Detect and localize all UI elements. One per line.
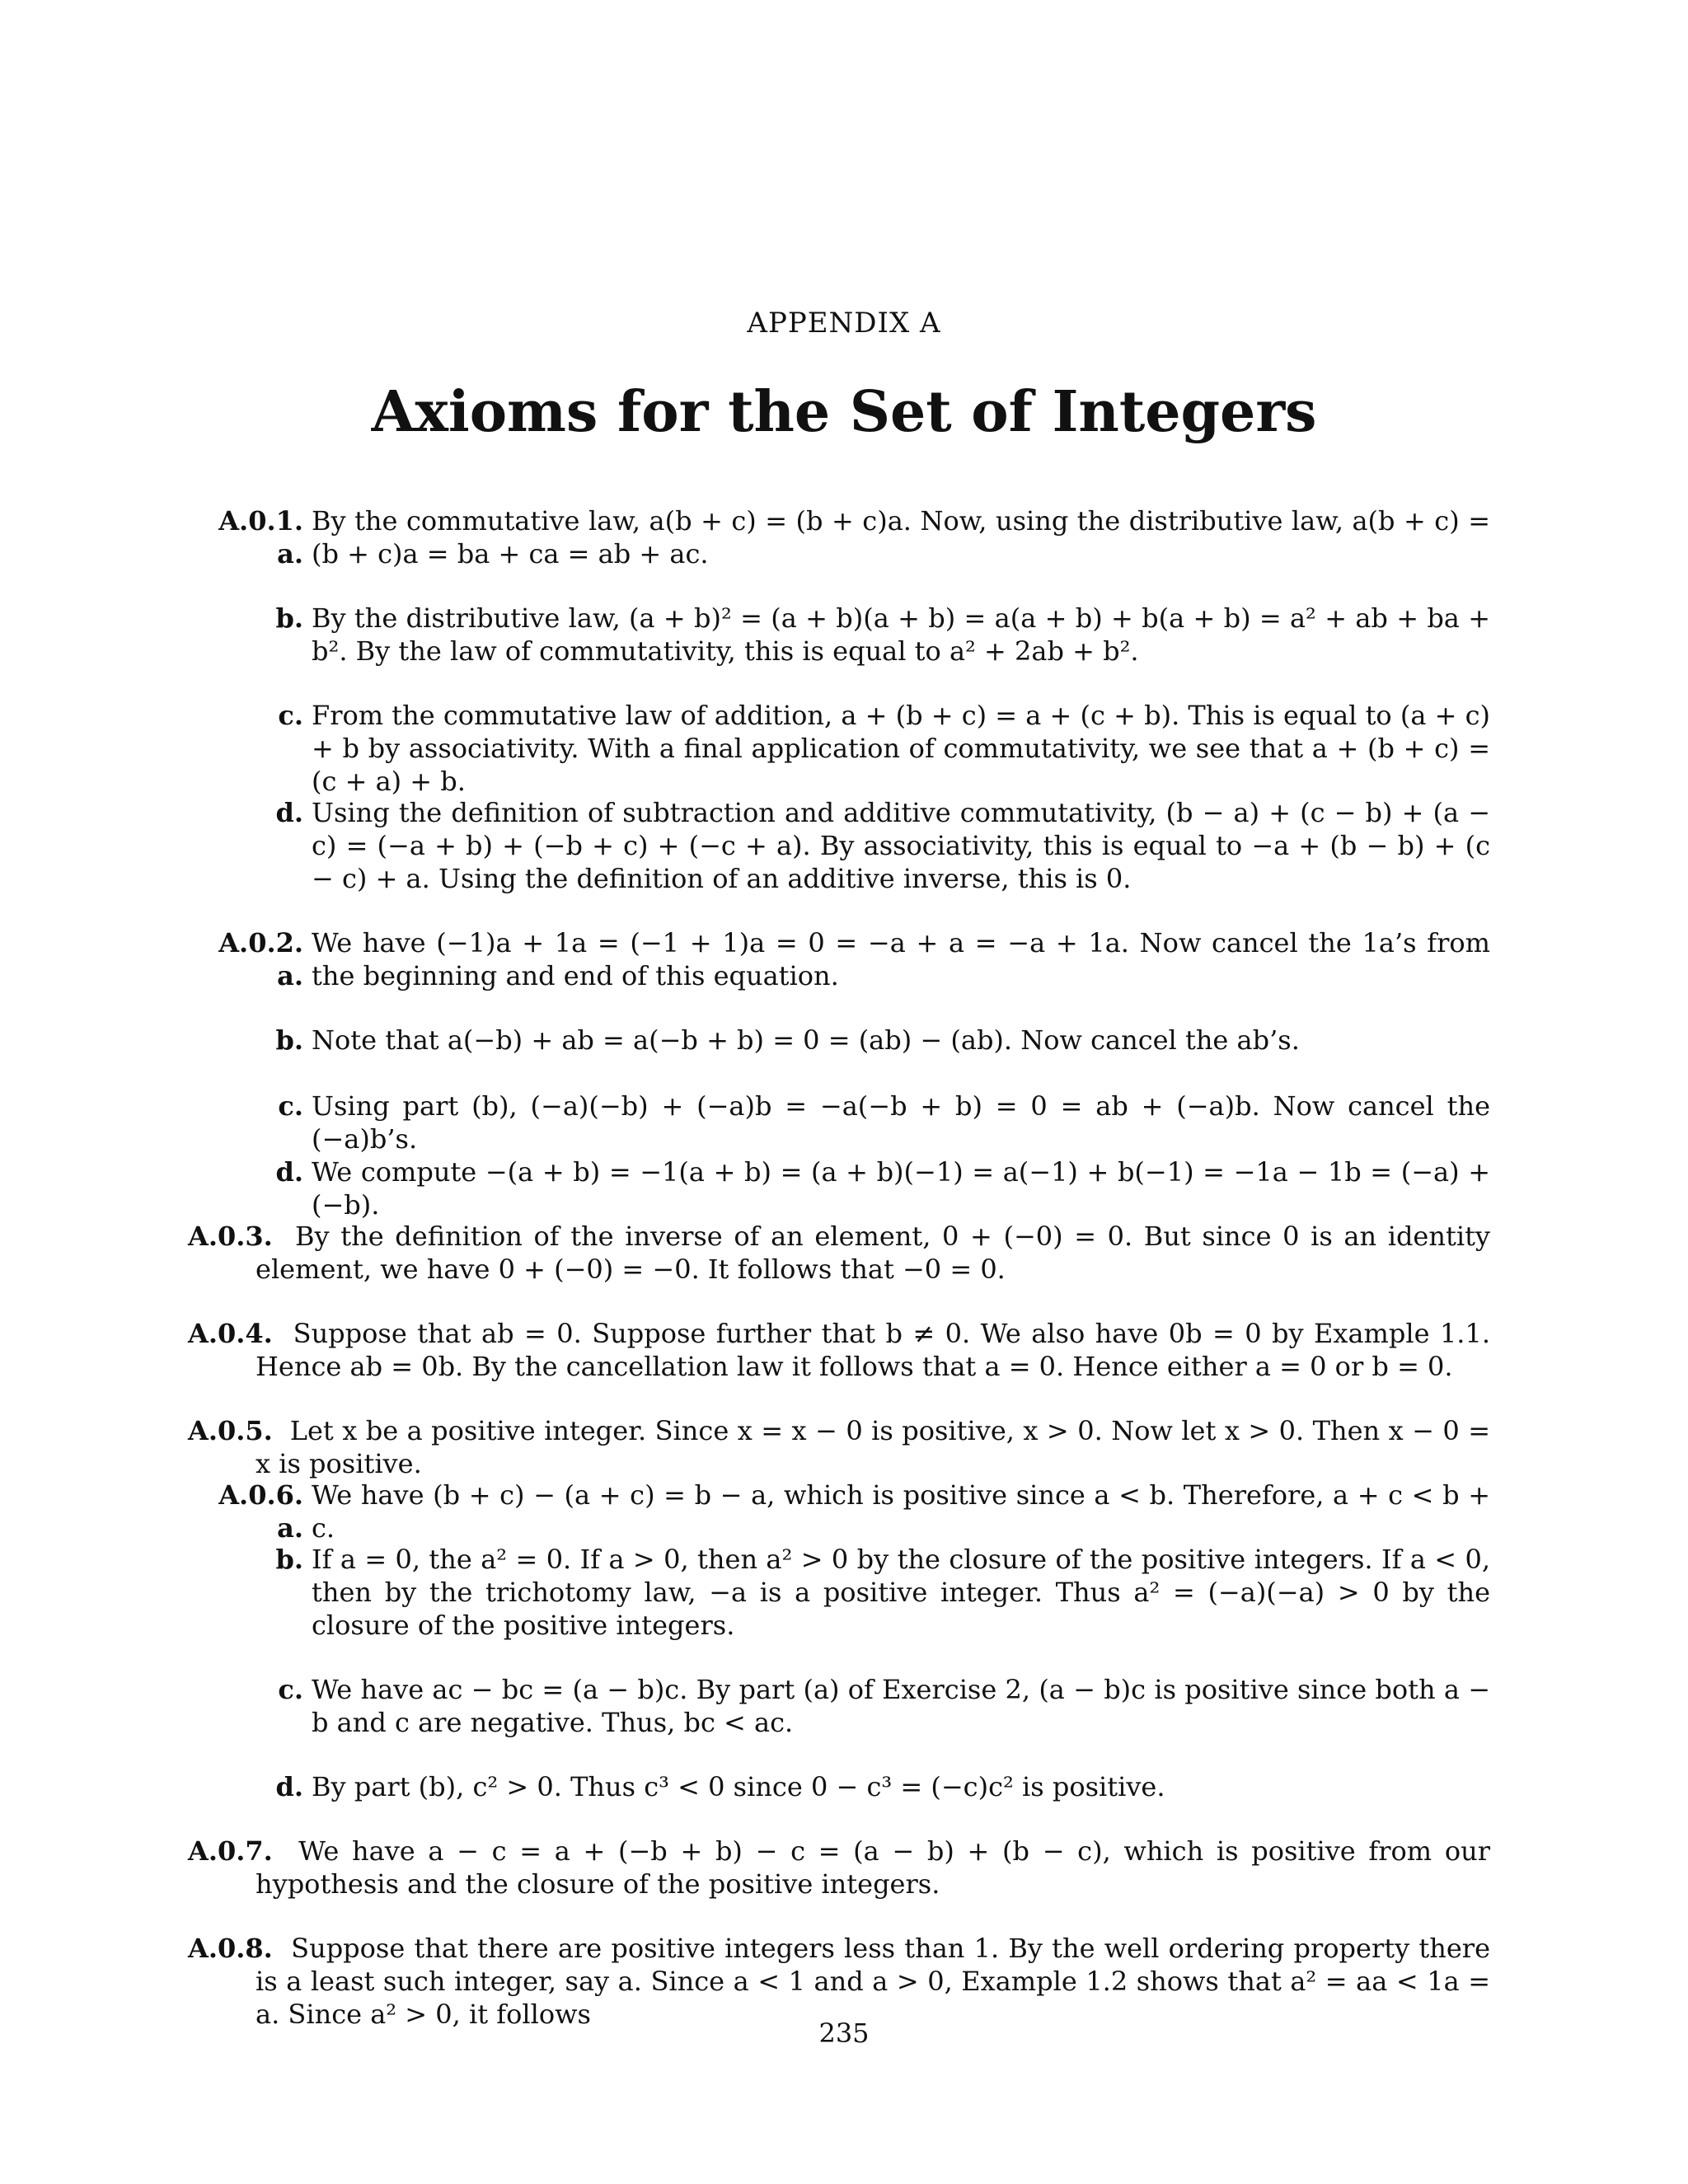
part-label: d. bbox=[275, 797, 303, 828]
exercise-A06c bbox=[188, 1673, 1490, 1739]
page-number: 235 bbox=[818, 2018, 870, 2049]
exercise-A02d bbox=[188, 1155, 1490, 1221]
exercise-A01d bbox=[188, 796, 1490, 895]
exercise-A08 bbox=[188, 1932, 1490, 2031]
exercise-label: A.0.8. bbox=[188, 1933, 273, 1964]
exercise-text: We have a − c = a + (−b + b) − c = (a − b) + (b − c), which is positive from our hypothesis and the closure of the positive integers. bbox=[256, 1835, 1491, 1900]
exercise-A01a bbox=[188, 504, 1490, 570]
exercise-label: A.0.3. bbox=[188, 1221, 273, 1252]
part-label: b. bbox=[275, 602, 303, 634]
exercise-text: By the commutative law, a(b + c) = (b + c)a. Now, using the distributive law, a(b + c) = (b + c)a = ba + ca = ab + ac. bbox=[312, 505, 1490, 569]
part-label: b. bbox=[275, 1544, 303, 1575]
exercise-A02b bbox=[188, 1024, 1490, 1057]
part-label: d. bbox=[275, 1156, 303, 1188]
exercise-text: We have (−1)a + 1a = (−1 + 1)a = 0 = −a + a = −a + 1a. Now cancel the 1a’s from the beginning and end of this equation. bbox=[312, 927, 1490, 991]
chapter-title: Axioms for the Set of Integers bbox=[371, 379, 1317, 445]
exercise-A01b bbox=[188, 602, 1490, 668]
exercise-label: A.0.1. a. bbox=[218, 505, 303, 569]
exercise-A01c bbox=[188, 699, 1490, 798]
exercise-text: We compute −(a + b) = −1(a + b) = (a + b)(−1) = a(−1) + b(−1) = −1a − 1b = (−a) + (−b). bbox=[312, 1156, 1490, 1221]
exercise-A06a bbox=[188, 1479, 1490, 1544]
exercise-A03 bbox=[188, 1220, 1490, 1286]
exercise-label: A.0.6. a. bbox=[218, 1479, 303, 1544]
exercise-text: Using part (b), (−a)(−b) + (−a)b = −a(−b + b) = 0 = ab + (−a)b. Now cancel the (−a)b’s. bbox=[312, 1090, 1490, 1155]
exercise-text: Let x be a positive integer. Since x = x − 0 is positive, x > 0. Now let x > 0. Then x − 0 = x is positive. bbox=[256, 1415, 1491, 1479]
part-label: c. bbox=[278, 1090, 303, 1122]
exercise-text: By the definition of the inverse of an element, 0 + (−0) = 0. But since 0 is an identity element, we have 0 + (−0) = −0. It follows that −0 = 0. bbox=[256, 1221, 1491, 1285]
exercise-text: Using the definition of subtraction and additive commutativity, (b − a) + (c − b) + (a − c) = (−a + b) + (−b + c) + (−c + a). By associativity, this is equal to −a + (b − b) + (c − c) + a. Using the definition of an additive inverse, this is 0. bbox=[312, 797, 1490, 894]
exercise-text: If a = 0, the a² = 0. If a > 0, then a² > 0 by the closure of the positive integers. If a < 0, then by the trichotomy law, −a is a positive integer. Thus a² = (−a)(−a) > 0 by the closure of the positive integers. bbox=[312, 1544, 1490, 1641]
exercise-text: Note that a(−b) + ab = a(−b + b) = 0 = (ab) − (ab). Now cancel the ab’s. bbox=[312, 1024, 1300, 1056]
exercise-A02a bbox=[188, 926, 1490, 992]
exercise-label: A.0.5. bbox=[188, 1415, 273, 1446]
exercise-text: By part (b), c² > 0. Thus c³ < 0 since 0 − c³ = (−c)c² is positive. bbox=[312, 1771, 1165, 1802]
exercise-label: A.0.4. bbox=[188, 1318, 273, 1349]
part-label: c. bbox=[278, 1674, 303, 1705]
exercise-A02c bbox=[188, 1090, 1490, 1155]
exercise-A07 bbox=[188, 1835, 1490, 1900]
exercise-A05 bbox=[188, 1414, 1490, 1480]
exercise-text: By the distributive law, (a + b)² = (a + b)(a + b) = a(a + b) + b(a + b) = a² + ab + ba + b². By the law of commutativity, this is equal to a² + 2ab + b². bbox=[312, 602, 1490, 667]
exercise-text: We have (b + c) − (a + c) = b − a, which is positive since a < b. Therefore, a + c < b + c. bbox=[312, 1479, 1490, 1544]
exercise-text: Suppose that ab = 0. Suppose further that b ≠ 0. We also have 0b = 0 by Example 1.1. Hence ab = 0b. By the cancellation law it follows that a = 0. Hence either a = 0 or b = 0. bbox=[256, 1318, 1491, 1382]
part-label: b. bbox=[275, 1024, 303, 1056]
exercise-label: A.0.2. a. bbox=[218, 927, 303, 991]
exercise-A04 bbox=[188, 1317, 1490, 1383]
exercise-text: From the commutative law of addition, a + (b + c) = a + (c + b). This is equal to (a + c) + b by associativity. With a final application of commutativity, we see that a + (b + c) = (c + a) + b. bbox=[312, 700, 1490, 797]
part-label: c. bbox=[278, 700, 303, 731]
exercise-A06d bbox=[188, 1770, 1490, 1803]
exercise-label: A.0.7. bbox=[188, 1835, 273, 1867]
exercise-A06b bbox=[188, 1543, 1490, 1642]
exercise-text: We have ac − bc = (a − b)c. By part (a) of Exercise 2, (a − b)c is positive since both a − b and c are negative. Thus, bc < ac. bbox=[312, 1674, 1490, 1738]
part-label: d. bbox=[275, 1771, 303, 1802]
chapter-label: APPENDIX A bbox=[747, 307, 941, 340]
exercise-text: Suppose that there are positive integers less than 1. By the well ordering property there is a least such integer, say a. Since a < 1 and a > 0, Example 1.2 shows that a² = aa < 1a = a. Since a² > 0, it follows bbox=[256, 1933, 1491, 2030]
